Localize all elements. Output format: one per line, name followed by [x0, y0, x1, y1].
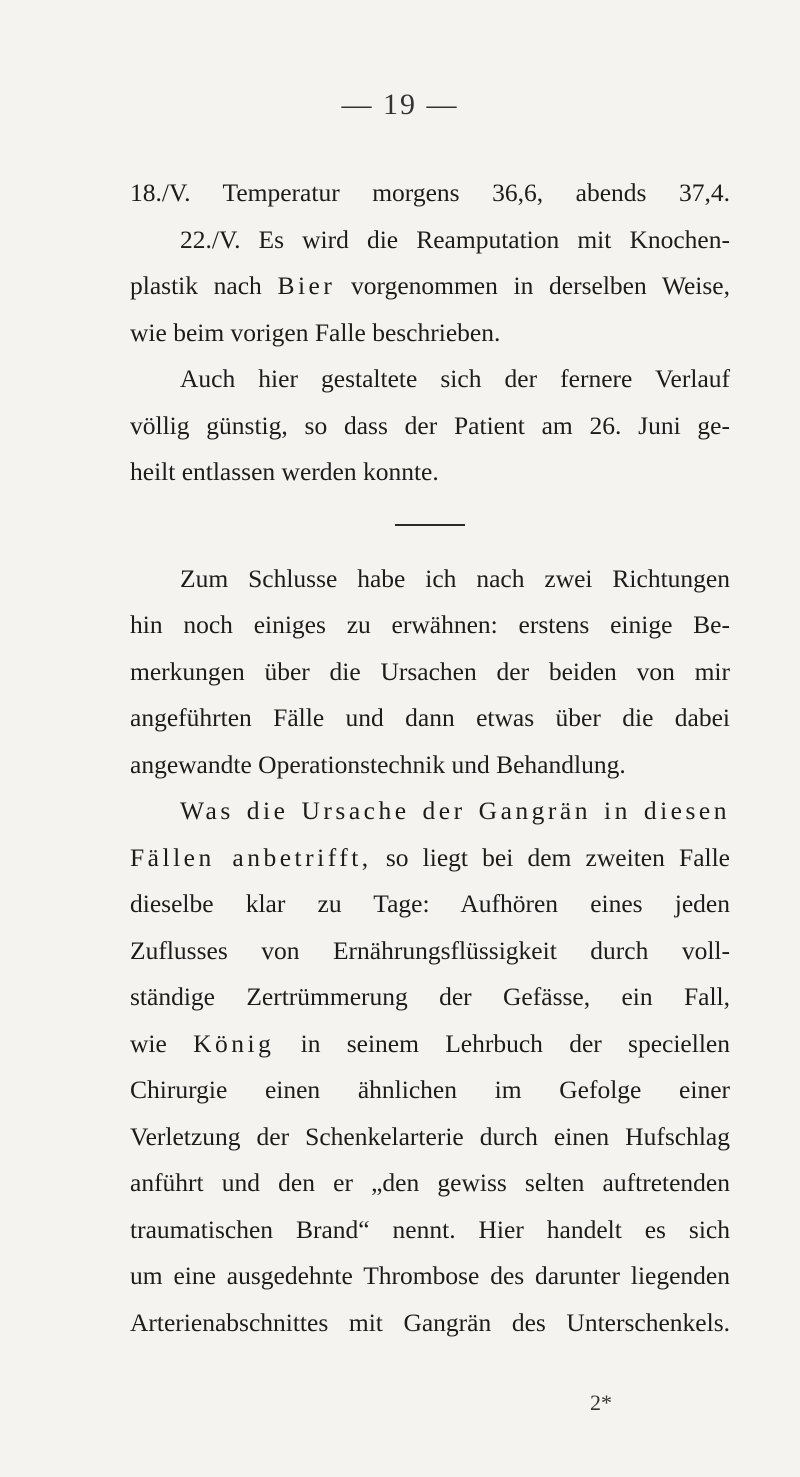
- text-line: Auch hier gestaltete sich der fernere Verlauf: [180, 364, 730, 393]
- text-line-spaced: Was die Ursache der Gangrän in diesen: [180, 796, 730, 825]
- text-line: Verletzung der Schenkelarterie durch einen Hufschlag: [130, 1121, 730, 1151]
- text-line: dieselbe klar zu Tage: Aufhören eines jeden: [130, 889, 730, 918]
- body-text: [130, 170, 730, 1346]
- text-line: Fällen anbetrifft, so liegt bei dem zweiten Falle: [130, 842, 730, 872]
- section-divider: [395, 524, 465, 526]
- spaced-name: König: [193, 1028, 275, 1058]
- text-line: Zuflusses von Ernährungsflüssigkeit durch voll-: [130, 935, 730, 965]
- text-line: ständige Zertrümmerung der Gefässe, ein Fall,: [130, 982, 730, 1011]
- text-line: Chirurgie einen ähnlichen im Gefolge einer: [130, 1075, 730, 1104]
- text-line: traumatischen Brand“ nennt. Hier handelt es sich: [130, 1214, 730, 1244]
- text-line: merkungen über die Ursachen der beiden von mir: [130, 656, 730, 686]
- text-line: 22./V. Es wird die Reamputation mit Knochen-: [180, 224, 730, 254]
- text-line: angeführten Fälle und dann etwas über die dabei: [130, 703, 730, 732]
- text-line: 18./V. Temperatur morgens 36,6, abends 37,4.: [130, 178, 730, 207]
- spaced-phrase: Fällen anbetrifft,: [130, 842, 372, 872]
- text-line: heilt entlassen werden konnte.: [130, 457, 439, 486]
- text-line: Arterienabschnittes mit Gangrän des Unterschenkels.: [130, 1307, 730, 1337]
- text-line: anführt und den er „den gewiss selten auftretenden: [130, 1168, 730, 1197]
- text-line: völlig günstig, so dass der Patient am 26. Juni ge-: [130, 410, 730, 440]
- text-line: angewandte Operationstechnik und Behandlung.: [130, 749, 626, 779]
- spaced-name: Bier: [277, 271, 336, 300]
- text-line: wie beim vorigen Falle beschrieben.: [130, 317, 501, 347]
- signature-mark: 2*: [590, 1390, 612, 1415]
- page-number: — 19 —: [341, 88, 459, 121]
- text-line: hin noch einiges zu erwähnen: erstens einige Be-: [130, 610, 730, 639]
- text-line: wie König in seinem Lehrbuch der speciellen: [130, 1028, 730, 1058]
- text-line: plastik nach Bier vorgenommen in derselben Weise,: [130, 271, 730, 300]
- text-line: Zum Schlusse habe ich nach zwei Richtungen: [180, 563, 730, 593]
- text-line: um eine ausgedehnte Thrombose des darunter liegenden: [130, 1261, 730, 1290]
